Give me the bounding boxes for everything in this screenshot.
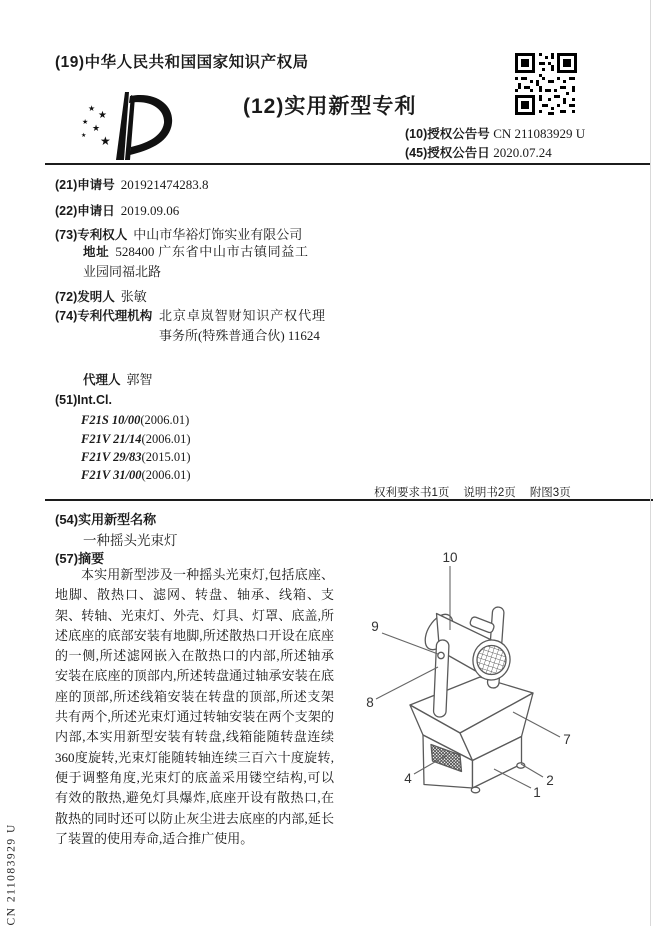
figure-label-10: 10 (442, 550, 458, 565)
intcl-date: (2006.01) (141, 468, 191, 482)
inventor-row (55, 286, 147, 305)
star-icon: ★ (82, 119, 89, 126)
figure-label-4: 4 (404, 771, 412, 786)
agent-value: 郭智 (126, 372, 153, 387)
agent-label: 代理人 (83, 373, 121, 387)
document-type-title: (12)实用新型专利 (243, 95, 417, 118)
description-pages: 说明书2页 (463, 487, 516, 499)
spine-publication-code: CN 211083929 U (5, 823, 18, 926)
pub-date-row (405, 143, 585, 162)
left-shaft-pin (438, 652, 444, 658)
star-icon: ★ (100, 134, 111, 148)
pub-date-value: 2020.07.24 (493, 145, 552, 160)
intcl-code: F21V 31/00 (81, 468, 142, 482)
page-edge-shadow (650, 0, 651, 926)
patent-figure (355, 540, 655, 850)
application-number-value: 201921474283.8 (120, 177, 209, 192)
agency-label: (74)专利代理机构 (55, 309, 153, 323)
invention-title: 一种摇头光束灯 (83, 533, 178, 548)
foot (471, 787, 479, 793)
figure-label-2: 2 (546, 773, 554, 788)
intcl-label: (51)Int.Cl. (55, 393, 112, 407)
intcl-code: F21V 21/14 (81, 432, 142, 446)
abstract-text: 本实用新型涉及一种摇头光束灯,包括底座、地脚、散热口、滤网、转盘、轴承、线箱、支架、转轴、光束灯、外壳、灯具、灯罩、底盖,所述底座的底部安装有地脚,所述散热口开设在底座的一侧,所述滤网嵌入在散热口的内部,所述轴承安装在底座的顶部内,所述转盘通过轴承安装在底座的顶部,所述线箱安装在转盘的顶部,所述支架共有两个,所述光束灯通过转轴安装在两个支架的内部,本实用新型安装有转盘,线箱能随转盘连续360度旋转,光束灯能随转轴连续三百六十度旋转,便于调整角度,光束灯的底盖采用镂空结构,可以有效的散热,避免灯具爆炸,底座开设有散热口,在散热的同时还可以防止灰尘进去底座的内部,延长了装置的使用寿命,适合推广使用。 (55, 567, 334, 846)
star-icon: ★ (92, 123, 101, 133)
application-date-value: 2019.09.06 (120, 203, 180, 218)
patentee-label: (73)专利权人 (55, 228, 128, 242)
header-divider (45, 163, 651, 165)
issuing-office: (19)中华人民共和国国家知识产权局 (55, 54, 309, 71)
figure-label-9: 9 (371, 619, 379, 634)
pub-number-value: CN 211083929 U (493, 126, 586, 141)
leader-8 (376, 667, 438, 699)
patentee-row (55, 224, 302, 243)
qr-code (515, 53, 577, 115)
leader-2 (521, 764, 543, 777)
claims-pages: 权利要求书1页 (374, 487, 450, 499)
intcl-code: F21S 10/00 (81, 413, 141, 427)
leader-1 (494, 769, 531, 788)
application-number-row (55, 175, 208, 193)
section-divider (45, 499, 653, 501)
patentee-value: 中山市华裕灯饰实业有限公司 (133, 227, 303, 242)
application-date-row (55, 201, 179, 219)
intcl-item (81, 468, 191, 483)
intcl-code: F21V 29/83 (81, 450, 142, 464)
pub-number-row (405, 124, 585, 143)
drawings-pages: 附图3页 (529, 487, 571, 499)
agency-block (55, 306, 330, 346)
lamp-lens-mesh (477, 646, 506, 675)
intcl-header-row (55, 393, 112, 407)
page-count-index (374, 484, 571, 500)
intcl-item (81, 432, 191, 447)
publication-block (405, 124, 585, 162)
inventor-label: (72)发明人 (55, 290, 115, 304)
star-icon: ★ (98, 110, 107, 121)
figure-label-8: 8 (366, 695, 374, 710)
intcl-item (81, 413, 189, 428)
intcl-date: (2006.01) (140, 413, 190, 427)
intcl-date: (2015.01) (141, 450, 191, 464)
pub-date-label: (45)授权公告日 (405, 146, 490, 160)
abstract-section-label: (57)摘要 (55, 551, 105, 566)
star-icon: ★ (88, 104, 96, 113)
cnipa-logo-icon (80, 90, 176, 162)
figure-label-7: 7 (563, 732, 571, 747)
agent-row (83, 369, 153, 388)
intcl-item (81, 450, 191, 465)
intcl-date: (2006.01) (141, 432, 191, 446)
address-value: 528400 广东省中山市古镇同益工业园同福北路 (83, 244, 308, 279)
figure-label-1: 1 (533, 785, 541, 800)
address-block (83, 242, 308, 282)
title-section-label: (54)实用新型名称 (55, 512, 157, 527)
agency-value: 北京卓岚智财知识产权代理事务所(特殊普通合伙) 11624 (159, 308, 325, 343)
emblem-swoosh (129, 95, 172, 155)
application-number-label: (21)申请号 (55, 178, 115, 192)
star-icon: ★ (81, 133, 87, 139)
pub-number-label: (10)授权公告号 (405, 127, 490, 141)
address-label: 地址 (83, 245, 110, 259)
left-bracket-arm (433, 640, 449, 717)
application-date-label: (22)申请日 (55, 204, 115, 218)
inventor-value: 张敏 (120, 289, 147, 304)
